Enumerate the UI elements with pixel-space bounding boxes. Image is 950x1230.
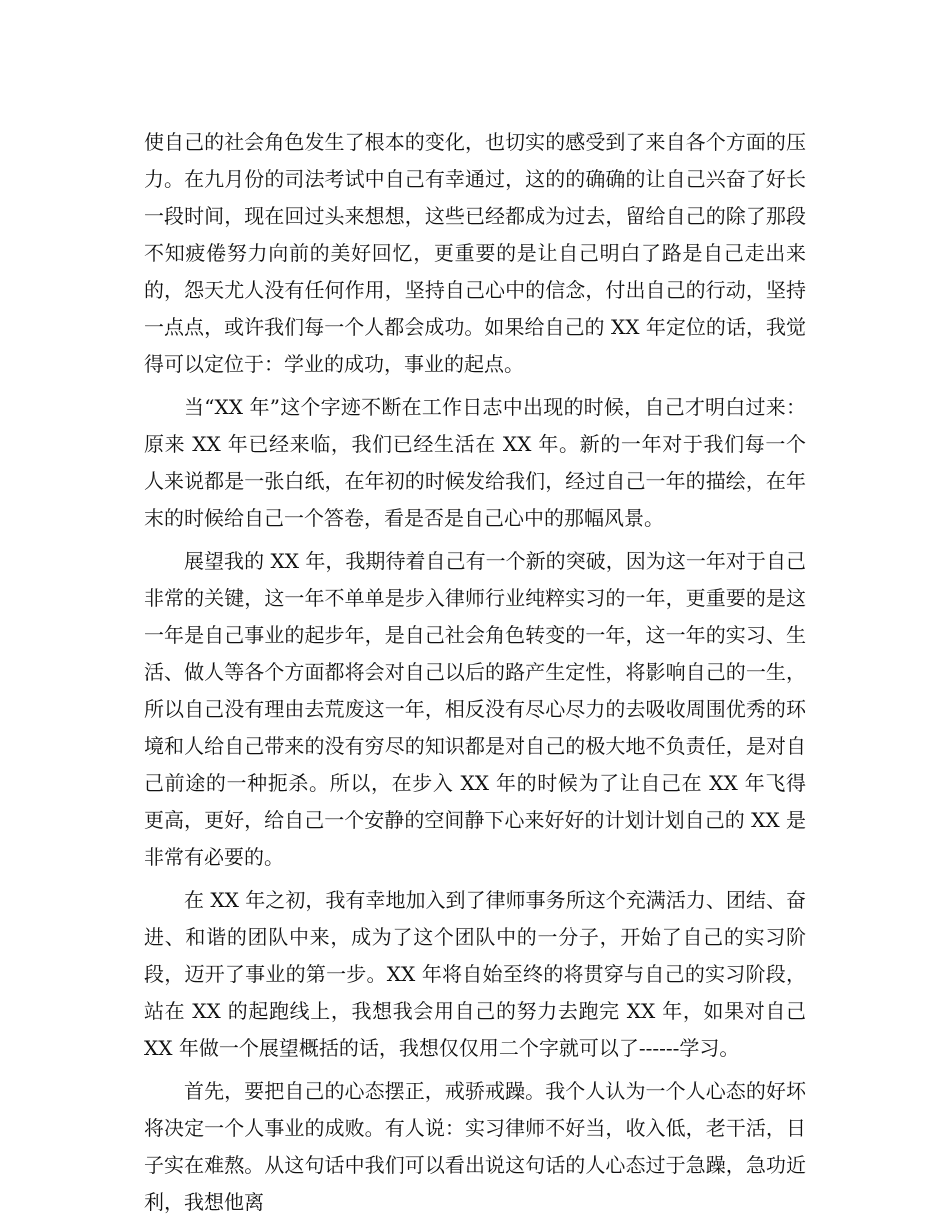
document-body xyxy=(144,124,806,1227)
paragraph-1: 使自己的社会角色发生了根本的变化，也切实的感受到了来自各个方面的压力。在九月份的司法考试中自己有幸通过，这的的确确的让自己兴奋了好长一段时间，现在回过头来想想，这些已经都成为过去，留给自己的除了那段不知疲倦努力向前的美好回忆，更重要的是让自己明白了路是自己走出来的，怨天尤人没有任何作用，坚持自己心中的信念，付出自己的行动，坚持一点点，或许我们每一个人都会成功。如果给自己的 XX 年定位的话，我觉得可以定位于：学业的成功，事业的起点。 xyxy=(144,130,806,376)
paragraph-2: 当“XX 年”这个字迹不断在工作日志中出现的时候，自己才明白过来：原来 XX 年已经来临，我们已经生活在 XX 年。新的一年对于我们每一个人来说都是一张白纸，在年初的时候发给我们，经过自己一年的描绘，在年末的时候给自己一个答卷，看是否是自己心中的那幅风景。 xyxy=(144,395,806,530)
paragraph-3: 展望我的 XX 年，我期待着自己有一个新的突破，因为这一年对于自己非常的关键，这一年不单单是步入律师行业纯粹实习的一年，更重要的是这一年是自己事业的起步年，是自己社会角色转变的一年，这一年的实习、生活、做人等各个方面都将会对自己以后的路产生定性，将影响自己的一生，所以自己没有理由去荒废这一年，相反没有尽心尽力的去吸收周围优秀的环境和人给自己带来的没有穷尽的知识都是对自己的极大地不负责任，是对自己前途的一种扼杀。所以，在步入 XX 年的时候为了让自己在 XX 年飞得更高，更好，给自己一个安静的空间静下心来好好的计划计划自己的 XX 是非常有必要的。 xyxy=(144,549,806,869)
paragraph-4: 在 XX 年之初，我有幸地加入到了律师事务所这个充满活力、团结、奋进、和谐的团队中来，成为了这个团队中的一分子，开始了自己的实习阶段，迈开了事业的第一步。XX 年将自始至终的将贯穿与自己的实习阶段，站在 XX 的起跑线上，我想我会用自己的努力去跑完 XX 年，如果对自己 XX 年做一个展望概括的话，我想仅仅用二个字就可以了------学习。 xyxy=(144,888,806,1060)
paragraph-5: 首先，要把自己的心态摆正，戒骄戒躁。我个人认为一个人心态的好坏将决定一个人事业的成败。有人说：实习律师不好当，收入低，老干活，日子实在难熬。从这句话中我们可以看出说这句话的人心态过于急躁，急功近利，我想他离 xyxy=(144,1079,806,1214)
